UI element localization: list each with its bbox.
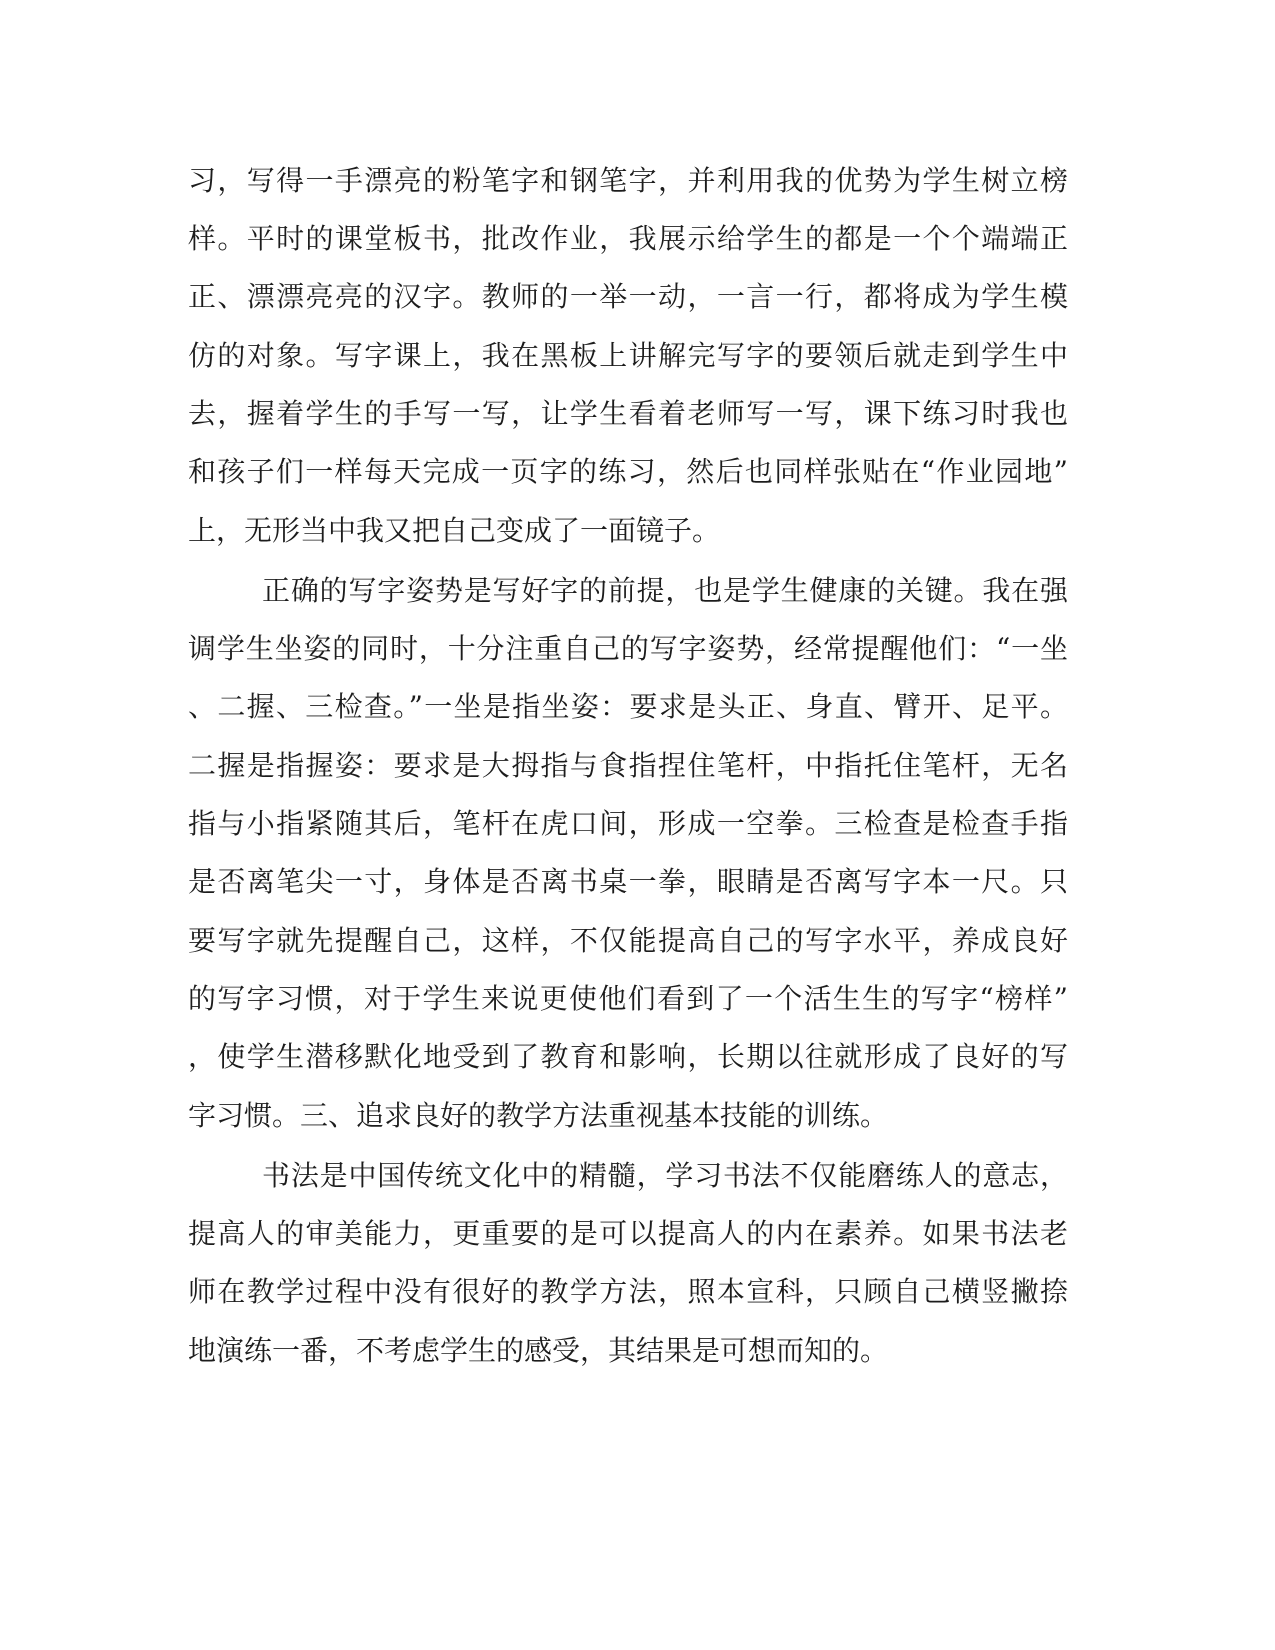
text-line: 地演练一番，不考虑学生的感受，其结果是可想而知的。 <box>188 1334 889 1367</box>
text-line: 和孩子们一样每天完成一页字的练习，然后也同样张贴在“作业园地” <box>188 455 1068 488</box>
text-line: 去，握着学生的手写一写，让学生看着老师写一写，课下练习时我也 <box>188 397 1068 430</box>
text-line: 要写字就先提醒自己，这样，不仅能提高自己的写字水平，养成良好 <box>188 924 1068 957</box>
text-line: 的写字习惯，对于学生来说更使他们看到了一个活生生的写字“榜样” <box>188 982 1068 1015</box>
text-line: 习，写得一手漂亮的粉笔字和钢笔字，并利用我的优势为学生树立榜 <box>188 164 1068 197</box>
text-line: 字习惯。三、追求良好的教学方法重视基本技能的训练。 <box>188 1099 889 1132</box>
text-line: 样。平时的课堂板书，批改作业，我展示给学生的都是一个个端端正 <box>188 222 1068 255</box>
text-line: 是否离笔尖一寸，身体是否离书桌一拳，眼睛是否离写字本一尺。只 <box>188 865 1068 898</box>
paragraph-first-line: 正确的写字姿势是写好字的前提，也是学生健康的关键。我在强 <box>262 574 1068 607</box>
paragraph-first-line: 书法是中国传统文化中的精髓，学习书法不仅能磨练人的意志， <box>262 1159 1068 1192</box>
text-line: ，使学生潜移默化地受到了教育和影响，长期以往就形成了良好的写 <box>188 1040 1068 1073</box>
text-line: 、二握、三检查。”一坐是指坐姿：要求是头正、身直、臂开、足平。 <box>188 690 1068 723</box>
text-line: 调学生坐姿的同时，十分注重自己的写字姿势，经常提醒他们：“一坐 <box>188 632 1068 665</box>
text-line: 指与小指紧随其后，笔杆在虎口间，形成一空拳。三检查是检查手指 <box>188 807 1068 840</box>
text-line: 提高人的审美能力，更重要的是可以提高人的内在素养。如果书法老 <box>188 1217 1068 1250</box>
text-line: 仿的对象。写字课上，我在黑板上讲解完写字的要领后就走到学生中 <box>188 339 1068 372</box>
text-line: 师在教学过程中没有很好的教学方法，照本宣科，只顾自己横竖撇捺 <box>188 1275 1068 1308</box>
text-line: 上，无形当中我又把自己变成了一面镜子。 <box>188 514 721 547</box>
text-line: 正、漂漂亮亮的汉字。教师的一举一动，一言一行，都将成为学生模 <box>188 280 1068 313</box>
text-line: 二握是指握姿：要求是大拇指与食指捏住笔杆，中指托住笔杆，无名 <box>188 749 1068 782</box>
